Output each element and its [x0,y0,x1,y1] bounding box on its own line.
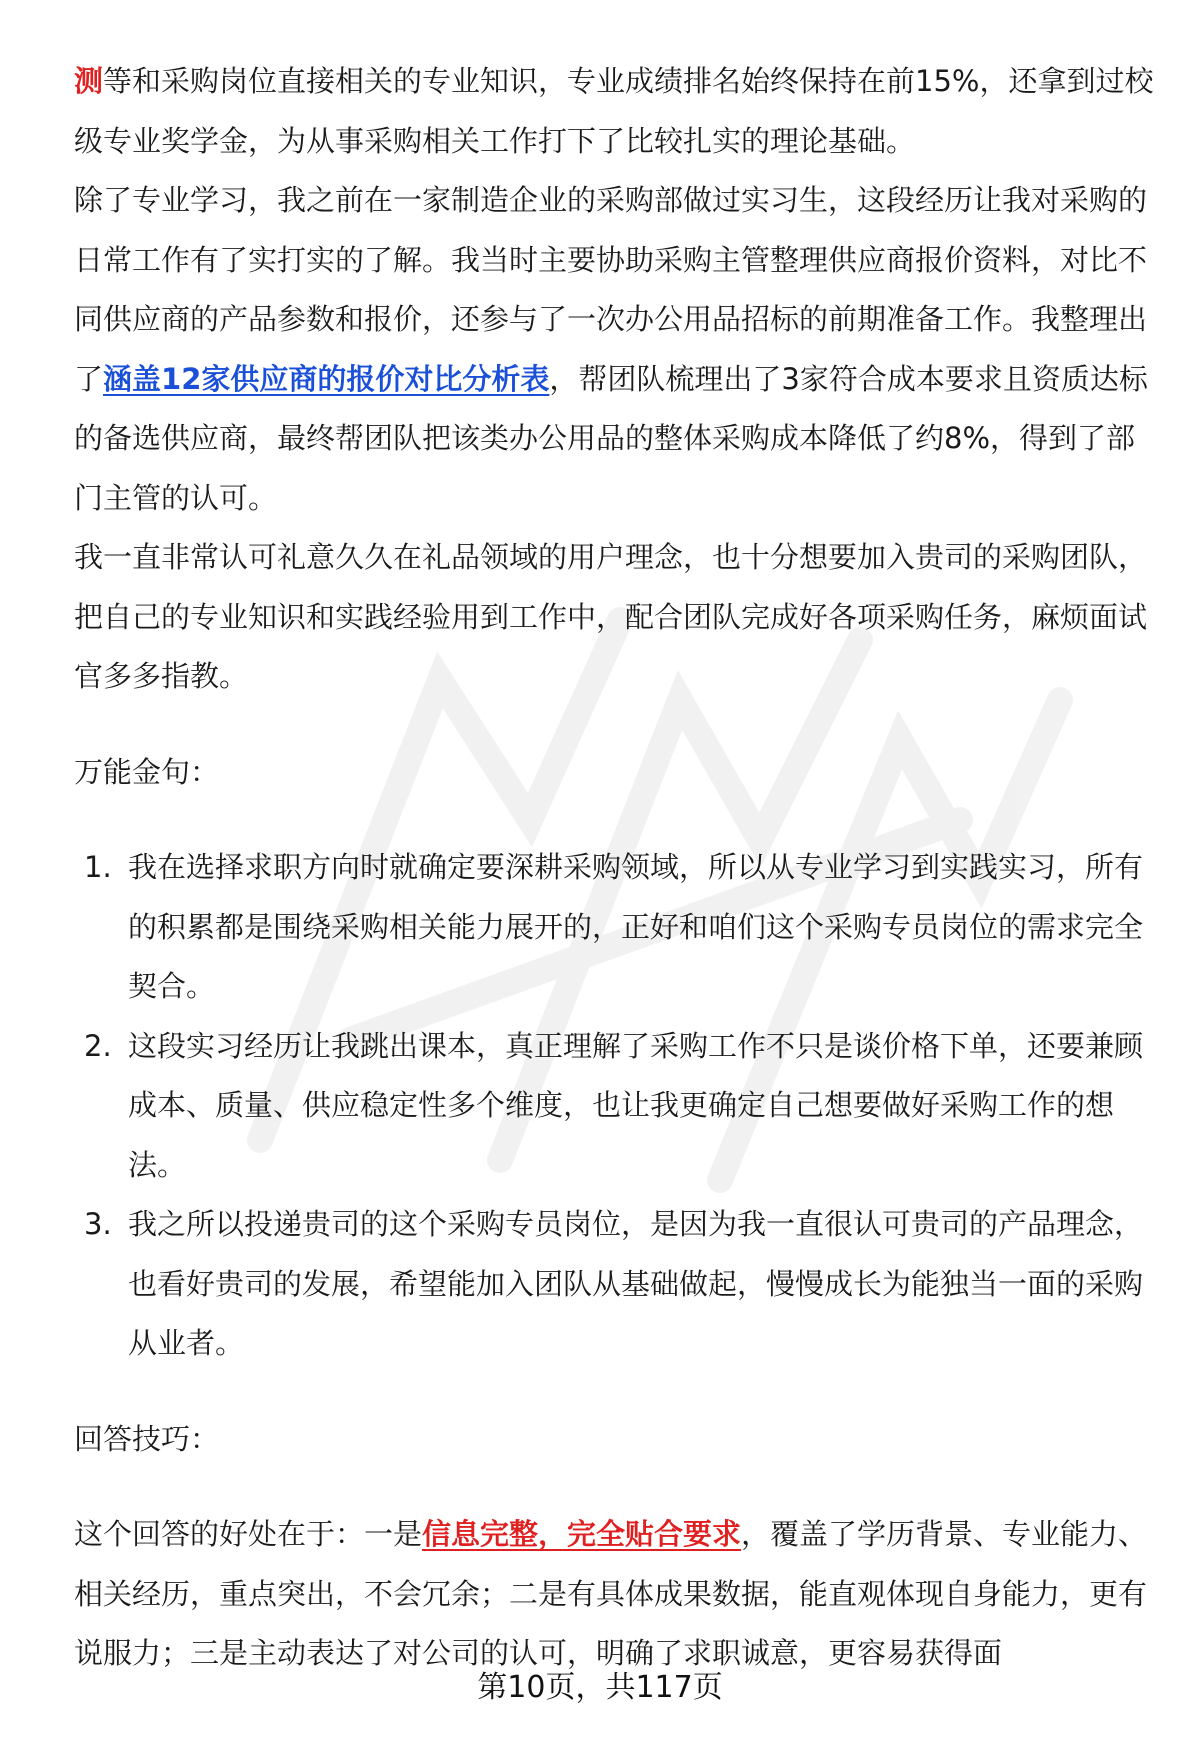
paragraph-education [74,52,1154,171]
list-item [74,1195,1154,1374]
section-heading-golden-sentences: 万能金句： [74,754,220,789]
golden-sentences-list [74,838,1154,1374]
paragraph-internship [74,171,1154,528]
paragraph-motivation: 我一直非常认可礼意久久在礼品领域的用户理念，也十分想要加入贵司的采购团队，把自己的专业知识和实践经验用到工作中，配合团队完成好各项采购任务，麻烦面试官多多指教。 [74,540,1148,693]
list-item-number: 2. [84,1028,112,1063]
paragraph-tips [74,1505,1154,1684]
paragraph-tips-text-b: ，覆盖了学历背景、专业能力、相关经历，重点突出，不会冗余；二是有具体成果数据，能直观体现自身能力，更有说服力；三是主动表达了对公司的认可，明确了求职诚意，更容易获得面 [74,1517,1148,1670]
list-item-number: 1. [84,850,112,884]
highlight-lead-char: 测 [74,64,104,98]
section-heading-answer-tips: 回答技巧： [74,1421,220,1456]
paragraph-tips-text-a: 这个回答的好处在于：一是 [74,1517,423,1551]
main-content [74,52,1154,1684]
list-item-text: 我之所以投递贵司的这个采购专员岗位，是因为我一直很认可贵司的产品理念，也看好贵司的发展，希望能加入团队从基础做起，慢慢成长为能独当一面的采购从业者。 [128,1207,1144,1360]
paragraph-internship-text-a: 除了专业学习，我之前在一家制造企业的采购部做过实习生，这段经历让我对采购的日常工作有了实打实的了解。我当时主要协助采购主管整理供应商报价资料，对比不同供应商的产品参数和报价，还参与了一次办公用品招标的前期准备工作。我整理出了 [74,183,1148,396]
list-item-number: 3. [84,1207,112,1241]
paragraph-internship-text-b: ，帮团队梳理出了3家符合成本要求且资质达标的备选供应商，最终帮团队把该类办公用品的整体采购成本降低了约8%，得到了部门主管的认可。 [74,361,1148,515]
list-item-text: 我在选择求职方向时就确定要深耕采购领域，所以从专业学习到实践实习，所有的积累都是围绕采购相关能力展开的，正好和咱们这个采购专员岗位的需求完全契合。 [128,850,1144,1003]
paragraph-education-text: 等和采购岗位直接相关的专业知识，专业成绩排名始终保持在前15%，还拿到过校级专业奖学金，为从事采购相关工作打下了比较扎实的理论基础。 [74,64,1154,158]
highlight-key-point: 信息完整，完全贴合要求 [422,1517,742,1551]
list-item [74,1017,1154,1196]
quote-comparison-table-link[interactable]: 涵盖12家供应商的报价对比分析表 [103,361,550,396]
page-number-footer: 第10页，共117页 [477,1670,723,1705]
list-item-text: 这段实习经历让我跳出课本，真正理解了采购工作不只是谈价格下单，还要兼顾成本、质量、供应稳定性多个维度，也让我更确定自己想要做好采购工作的想法。 [128,1028,1144,1182]
list-item [74,838,1154,1017]
